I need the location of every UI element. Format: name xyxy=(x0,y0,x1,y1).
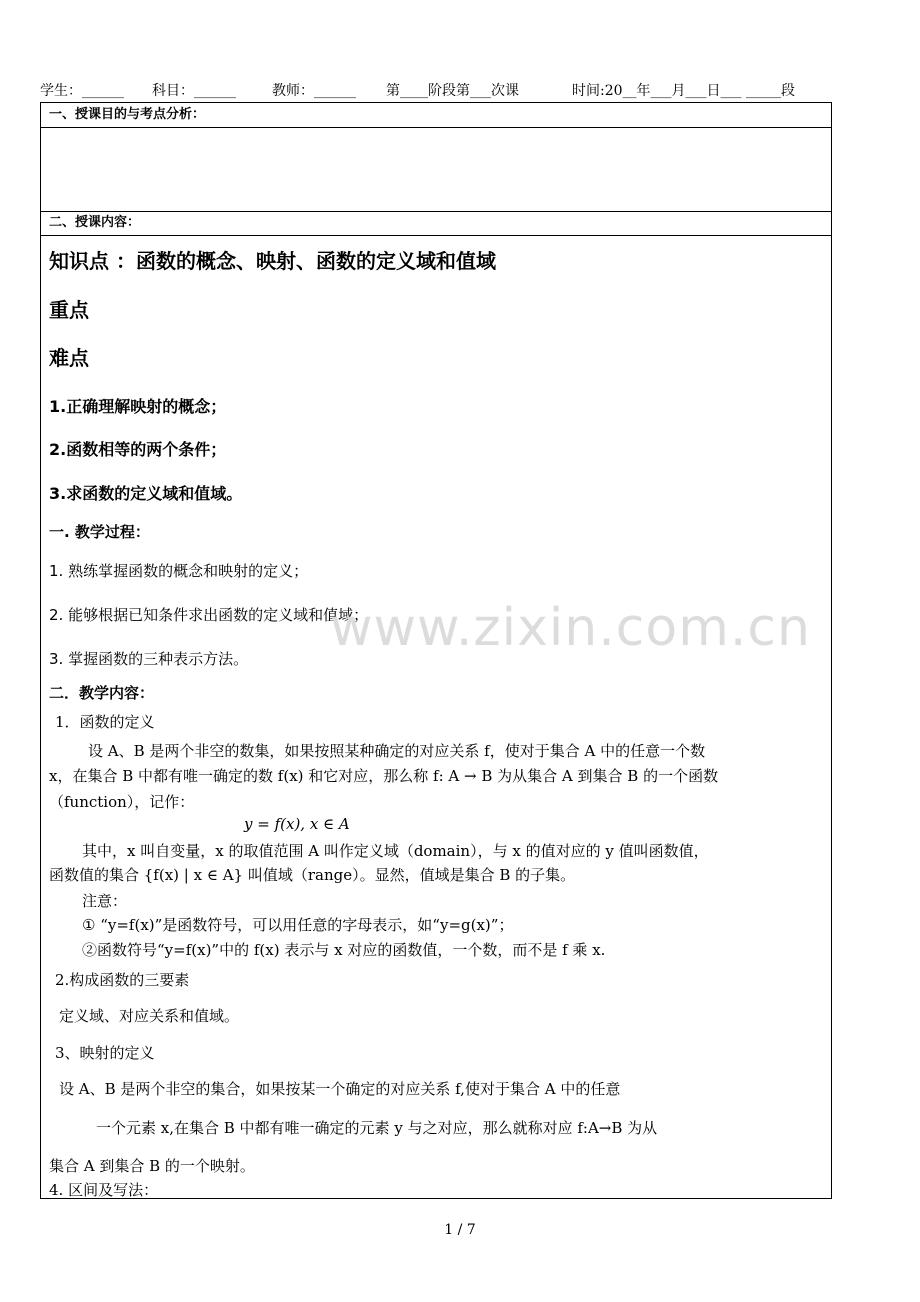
definition-text: x，在集合 B 中都有唯一确定的数 f(x) 和它对应，那么称 f: A → B 为从集合 A 到集合 B 的一个函数 xyxy=(49,767,719,785)
process-item: 2. 能够根据已知条件求出函数的定义域和值域； xyxy=(49,606,369,624)
section-content-heading: 二、授课内容： xyxy=(41,211,831,236)
page-number: 1 / 7 xyxy=(444,1222,476,1238)
note-item: ① “y=f(x)”是函数符号，可以用任意的字母表示，如“y=g(x)”； xyxy=(82,916,514,934)
definition-heading: 1．函数的定义 xyxy=(55,713,155,731)
point-item: 1.正确理解映射的概念； xyxy=(49,397,227,416)
explanation-text: 函数值的集合 {f(x) | x ∈ A} 叫值域（range）。显然，值域是集合 B 的子集。 xyxy=(49,866,576,884)
difficulty-heading: 难点 xyxy=(49,346,89,370)
student-field: 学生：______ xyxy=(40,83,124,99)
definition-text: （function），记作： xyxy=(49,793,195,811)
mapping-text: 集合 A 到集合 B 的一个映射。 xyxy=(49,1157,255,1175)
note-heading: 注意： xyxy=(82,892,128,910)
interval-heading: 4. 区间及写法： xyxy=(49,1181,159,1199)
mapping-text: 设 A、B 是两个非空的集合，如果按某一个确定的对应关系 f,使对于集合 A 中的任意 xyxy=(59,1080,621,1098)
mapping-text: 一个元素 x,在集合 B 中都有唯一确定的元素 y 与之对应，那么就称对应 f:A→B 为从 xyxy=(96,1119,658,1137)
explanation-text: 其中，x 叫自变量，x 的取值范围 A 叫作定义域（domain），与 x 的值对应的 y 值叫函数值， xyxy=(82,842,709,860)
section-objectives-heading: 一、授课目的与考点分析： xyxy=(41,103,831,128)
subject-field: 科目：______ xyxy=(152,83,236,99)
function-formula: y = f(x), x ∈ A xyxy=(244,815,350,833)
lesson-header xyxy=(40,80,832,102)
three-elements-heading: 2.构成函数的三要素 xyxy=(55,971,190,989)
three-elements-text: 定义域、对应关系和值域。 xyxy=(59,1007,240,1025)
process-item: 1. 熟练掌握函数的概念和映射的定义； xyxy=(49,562,309,580)
point-item: 2.函数相等的两个条件； xyxy=(49,440,227,459)
watermark: www.zixin.com.cn xyxy=(330,598,811,658)
note-item: ②函数符号“y=f(x)”中的 f(x) 表示与 x 对应的函数值，一个数，而不是 f 乘 x. xyxy=(82,941,606,959)
stage-lesson-field: 第____阶段第___次课 xyxy=(386,83,519,99)
point-item: 3.求函数的定义域和值域。 xyxy=(49,484,243,503)
time-field: 时间:20__年___月___日___ _____段 xyxy=(572,83,795,99)
process-title: 一. 教学过程： xyxy=(49,523,150,541)
content-title: 二．教学内容： xyxy=(49,684,155,702)
teacher-field: 教师：______ xyxy=(272,83,356,99)
definition-text: 设 A、B 是两个非空的数集，如果按照某种确定的对应关系 f，使对于集合 A 中的任意一个数 xyxy=(88,742,706,760)
process-item: 3. 掌握函数的三种表示方法。 xyxy=(49,650,249,668)
mapping-heading: 3、映射的定义 xyxy=(55,1044,155,1062)
knowledge-title: 知识点 ：函数的概念、映射、函数的定义域和值域 xyxy=(49,249,496,273)
key-point-heading: 重点 xyxy=(49,298,89,322)
